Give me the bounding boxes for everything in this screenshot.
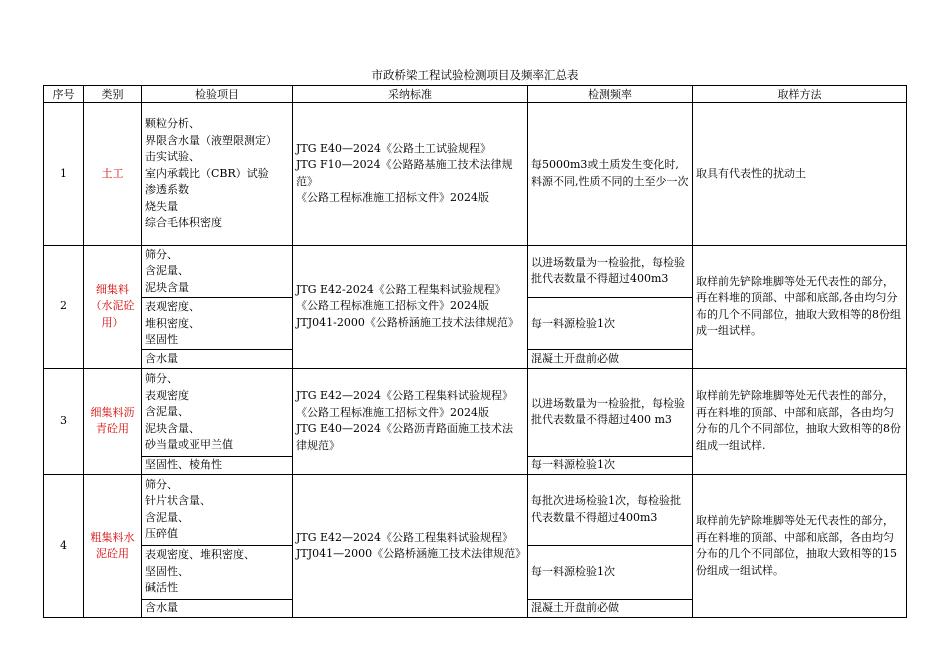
test-item: 筛分、 bbox=[145, 372, 178, 386]
test-items-cell bbox=[142, 298, 293, 350]
standard-line: JTG E40—2024《公路土工试验规程》 bbox=[296, 141, 492, 155]
test-items-cell: 含水量 bbox=[142, 599, 293, 617]
standard-line: 《公路工程标准施工招标文件》2024版 bbox=[296, 405, 489, 419]
standard-line: JTJ041-2000《公路桥涵施工技术法律规范》 bbox=[296, 315, 519, 329]
row-number: 1 bbox=[44, 103, 84, 246]
test-item: 筛分、 bbox=[145, 247, 178, 261]
category-cell: 粗集料水泥砼用 bbox=[84, 475, 142, 618]
frequency-cell: 混凝土开盘前必做 bbox=[528, 350, 693, 368]
test-item: 室内承载比（CBR）试验 bbox=[145, 166, 269, 180]
test-item: 泥块含量、 bbox=[145, 421, 200, 435]
frequency-cell: 每一料源检验1次 bbox=[528, 457, 693, 475]
standard-line: JTG E42—2024《公路工程集料试验规程》 bbox=[296, 530, 514, 544]
test-item: 含泥量、 bbox=[145, 405, 189, 419]
sampling-cell: 取样前先铲除堆脚等处无代表性的部分，再在料堆的顶部、中部和底部,各由均匀分布的几个不同部位，抽取大致相等的8份组成一组试样。 bbox=[693, 245, 907, 368]
sampling-cell: 取样前先铲除堆脚等处无代表性的部分，再在料堆的顶部、中部和底部，各由均匀分布的几个不同部位，抽取大致相等的15份组成一组试样。 bbox=[693, 475, 907, 618]
test-item: 砂当量或亚甲兰值 bbox=[145, 438, 233, 452]
header-frequency: 检测频率 bbox=[528, 86, 693, 103]
sampling-cell: 取样前先铲除堆脚等处无代表性的部分，再在料堆的顶部、中部和底部，各由均匀分布的几个不同部位，抽取大致相等的8份组成一组试样. bbox=[693, 368, 907, 475]
test-item: 碱活性 bbox=[145, 581, 178, 595]
standard-line: 《公路工程标准施工招标文件》2024版 bbox=[296, 191, 489, 205]
test-items-cell bbox=[142, 368, 293, 457]
test-item: 坚固性、 bbox=[145, 564, 189, 578]
frequency-cell: 每一料源检验1次 bbox=[528, 545, 693, 599]
header-no: 序号 bbox=[44, 86, 84, 103]
header-sampling: 取样方法 bbox=[693, 86, 907, 103]
header-items: 检验项目 bbox=[142, 86, 293, 103]
test-item: 烧失量 bbox=[145, 199, 178, 213]
standard-line: JTG E42—2024《公路工程集料试验规程》 bbox=[296, 389, 514, 403]
header-standard: 采纳标准 bbox=[293, 86, 528, 103]
test-item: 渗透系数 bbox=[145, 183, 189, 197]
table-row bbox=[44, 475, 907, 545]
standard-line: JTJ041—2000《公路桥涵施工技术法律规范》 bbox=[296, 547, 527, 561]
frequency-cell: 每5000m3或土质发生变化时,料源不同,性质不同的土至少一次 bbox=[528, 103, 693, 246]
test-item: 筛分、 bbox=[145, 477, 178, 491]
table-row bbox=[44, 368, 907, 457]
test-items-cell: 坚固性、棱角性 bbox=[142, 457, 293, 475]
standard-cell bbox=[293, 103, 528, 246]
test-items-cell bbox=[142, 545, 293, 599]
category-cell: 细集料（水泥砼用） bbox=[84, 245, 142, 368]
standard-line: 《公路工程标准施工招标文件》2024版 bbox=[296, 299, 489, 313]
row-number: 2 bbox=[44, 245, 84, 368]
standard-line: JTG E40—2024《公路沥青路面施工技术法律规范》 bbox=[296, 422, 514, 452]
frequency-cell: 每批次进场检验1次，每检验批代表数量不得超过400m3 bbox=[528, 475, 693, 545]
test-items-cell bbox=[142, 245, 293, 297]
table-row bbox=[44, 103, 907, 246]
table-title: 市政桥梁工程试验检测项目及频率汇总表 bbox=[371, 68, 579, 82]
test-item: 堆积密度、 bbox=[145, 316, 200, 330]
test-item: 击实试验、 bbox=[145, 150, 200, 164]
category-cell: 细集料沥青砼用 bbox=[84, 368, 142, 475]
test-item: 综合毛体积密度 bbox=[145, 216, 222, 230]
table-row bbox=[44, 245, 907, 297]
row-number: 3 bbox=[44, 368, 84, 475]
test-item: 表观密度、堆积密度、 bbox=[145, 548, 255, 562]
test-item: 界限含水量（液塑限测定） bbox=[145, 133, 277, 147]
test-item: 泥块含量 bbox=[145, 280, 189, 294]
test-item: 含泥量、 bbox=[145, 264, 189, 278]
test-item: 压碎值 bbox=[145, 527, 178, 541]
test-item: 坚固性 bbox=[145, 333, 178, 347]
frequency-cell: 每一料源检验1次 bbox=[528, 298, 693, 350]
row-number: 4 bbox=[44, 475, 84, 618]
standard-cell bbox=[293, 368, 528, 475]
standard-line: JTG F10—2024《公路路基施工技术法律规范》 bbox=[296, 158, 513, 188]
frequency-cell: 以进场数量为一检验批，每检验批代表数量不得超过400m3 bbox=[528, 245, 693, 297]
sampling-cell: 取具有代表性的扰动土 bbox=[693, 103, 907, 246]
summary-table bbox=[43, 85, 907, 618]
standard-line: JTG E42-2024《公路工程集料试验规程》 bbox=[296, 282, 506, 296]
category-cell: 土工 bbox=[84, 103, 142, 246]
test-items-cell: 含水量 bbox=[142, 350, 293, 368]
test-item: 表观密度 bbox=[145, 388, 189, 402]
test-item: 表观密度、 bbox=[145, 300, 200, 314]
test-items-cell bbox=[142, 475, 293, 545]
frequency-cell: 混凝土开盘前必做 bbox=[528, 599, 693, 617]
header-category: 类别 bbox=[84, 86, 142, 103]
test-item: 针片状含量、 bbox=[145, 494, 211, 508]
test-items-cell bbox=[142, 103, 293, 246]
header-row bbox=[44, 86, 907, 103]
test-item: 颗粒分析、 bbox=[145, 117, 200, 131]
standard-cell bbox=[293, 245, 528, 368]
standard-cell bbox=[293, 475, 528, 618]
test-item: 含泥量、 bbox=[145, 510, 189, 524]
frequency-cell: 以进场数量为一检验批，每检验批代表数量不得超过400 m3 bbox=[528, 368, 693, 457]
